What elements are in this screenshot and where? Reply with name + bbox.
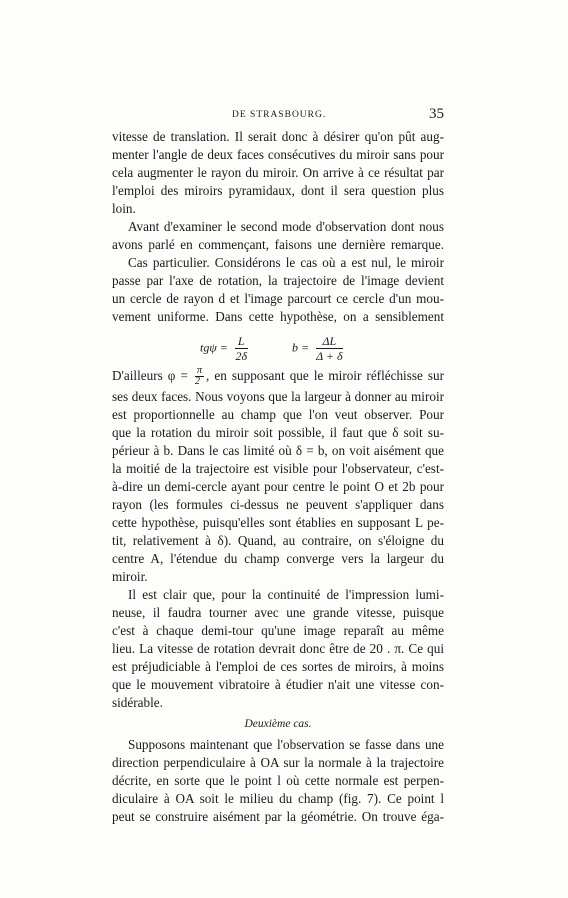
text-line: miroir. xyxy=(112,569,148,584)
text-line: tit, relativement à δ). Quand, au contraire, on s'éloigne du xyxy=(112,533,444,548)
page-number: 35 xyxy=(429,106,444,122)
text-line: à-dire un demi-cercle ayant pour centre le point O et 2b pour xyxy=(112,479,444,494)
text-line: loin. xyxy=(112,201,136,216)
formula-width xyxy=(292,334,343,363)
running-head: DE STRASBOURG. xyxy=(232,110,327,120)
fraction xyxy=(316,334,343,363)
section-title: Deuxième cas. xyxy=(244,718,312,730)
text-fragment: , en supposant que le miroir réfléchisse sur xyxy=(206,368,445,383)
text-line: neuse, il faudra tourner avec une grande vitesse, puisque xyxy=(112,605,444,620)
text-line: que la rotation du miroir soit possible, il faut que δ soit su- xyxy=(112,425,444,440)
text-line: Avant d'examiner le second mode d'observation dont nous xyxy=(128,219,444,234)
text-line: c'est à chaque demi-tour qu'une image reparaît au même xyxy=(112,623,444,638)
text-line: Il est clair que, pour la continuité de l'impression lumi- xyxy=(128,587,444,602)
text-line: lieu. La vitesse de rotation devrait donc être de 20 . π. Ce qui xyxy=(112,641,444,656)
formula-left: b = xyxy=(292,340,310,355)
text-line: vitesse de translation. Il serait donc à désirer qu'on pût aug- xyxy=(112,129,444,144)
fraction-numerator: π xyxy=(196,365,202,377)
text-line: sidérable. xyxy=(112,695,163,710)
text-line: avons parlé en commençant, faisons une dernière remarque. xyxy=(112,237,444,252)
text-line: centre A, l'étendue du champ converge vers la largeur du xyxy=(112,551,444,566)
fraction-numerator: ΔL xyxy=(316,334,343,349)
page-header xyxy=(112,108,444,126)
text-line: que le mouvement vibratoire à étudier n'ait une vitesse con- xyxy=(112,677,444,692)
fraction xyxy=(235,334,248,363)
text-line: cela augmenter le rayon du miroir. On arrive à ce résultat par xyxy=(112,165,444,180)
text-line: est préjudiciable à l'emploi de ces sortes de miroirs, à moins xyxy=(112,659,444,674)
text-line: un cercle de rayon d et l'image parcourt ce cercle d'un mou- xyxy=(112,291,444,306)
text-line: peut se construire aisément par la géométrie. On trouve éga- xyxy=(112,809,444,824)
formula xyxy=(112,326,444,364)
text-line: vement uniforme. Dans cette hypothèse, on a sensiblement xyxy=(112,309,444,324)
text-line xyxy=(112,364,444,388)
text-line: Cas particulier. Considérons le cas où a est nul, le miroir xyxy=(128,255,444,270)
text-line: l'emploi des miroirs pyramidaux, dont il sera question plus xyxy=(112,183,444,198)
text-line: est proportionnelle au champ que l'on veut observer. Pour xyxy=(112,407,444,422)
body-text xyxy=(112,128,444,826)
formula-tangent xyxy=(200,334,248,363)
text-line: Supposons maintenant que l'observation se fasse dans une xyxy=(128,737,444,752)
text-line: la moitié de la trajectoire est visible pour l'observateur, c'est- xyxy=(112,461,444,476)
fraction-denominator: 2 xyxy=(194,376,200,388)
fraction-numerator: L xyxy=(235,334,248,349)
text-line: menter l'angle de deux faces consécutives du miroir sans pour xyxy=(112,147,444,162)
fraction-denominator: 2δ xyxy=(235,349,248,363)
text-line: ses deux faces. Nous voyons que la largeur à donner au miroir xyxy=(112,389,444,404)
text-line: décrite, en sorte que le point l où cette normale est perpen- xyxy=(112,773,444,788)
text-line: cette hypothèse, puisqu'elles sont établies en supposant L pe- xyxy=(112,515,444,530)
formula-left: tgψ = xyxy=(200,340,228,355)
text-line: direction perpendiculaire à OA sur la normale à la trajectoire xyxy=(112,755,444,770)
text-fragment: D'ailleurs φ = xyxy=(112,368,188,383)
text-line: passe par l'axe de rotation, la trajectoire de l'image devient xyxy=(112,273,444,288)
text-line: rayon (les formules ci-dessus ne peuvent s'appliquer dans xyxy=(112,497,444,512)
text-line: périeur à b. Dans le cas limité où δ = b, on voit aisément que xyxy=(112,443,444,458)
fraction xyxy=(195,366,204,387)
fraction-denominator: Δ + δ xyxy=(316,349,343,363)
text-line: diculaire à OA soit le milieu du champ (fig. 7). Ce point l xyxy=(112,791,444,806)
